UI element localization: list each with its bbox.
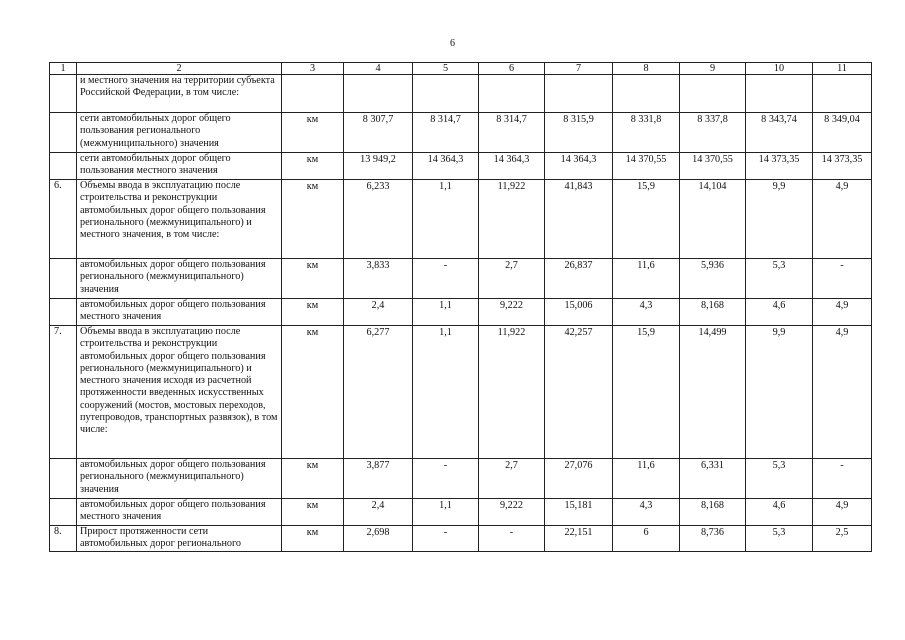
value-cell: 8 314,7 [413,113,479,153]
value-cell: - [479,526,545,552]
value-cell [680,75,746,113]
value-cell: 8 343,74 [746,113,813,153]
column-header: 3 [282,63,344,75]
row-description: автомобильных дорог общего пользования местного значения [77,499,282,526]
column-header: 9 [680,63,746,75]
value-cell: 11,922 [479,180,545,259]
row-number [50,259,77,299]
value-cell: 8 314,7 [479,113,545,153]
table-row [50,526,872,552]
value-cell: 4,3 [613,499,680,526]
value-cell: 4,6 [746,299,813,326]
header-row [50,63,872,75]
table-row [50,299,872,326]
value-cell: 1,1 [413,499,479,526]
value-cell: 1,1 [413,180,479,259]
value-cell: 5,3 [746,459,813,499]
column-header: 4 [344,63,413,75]
value-cell [413,75,479,113]
value-cell: 4,9 [813,499,872,526]
unit-cell: км [282,180,344,259]
value-cell [479,75,545,113]
value-cell: 41,843 [545,180,613,259]
table-row [50,259,872,299]
value-cell: 5,3 [746,526,813,552]
column-header: 11 [813,63,872,75]
table-row [50,75,872,113]
page-number: 6 [450,38,455,49]
column-header: 8 [613,63,680,75]
data-table [49,62,872,552]
row-description: сети автомобильных дорог общего пользования регионального (межмуниципального) значения [77,113,282,153]
value-cell: 11,6 [613,259,680,299]
value-cell: - [813,459,872,499]
value-cell: 42,257 [545,326,613,459]
table-row [50,326,872,459]
value-cell [613,75,680,113]
row-description: сети автомобильных дорог общего пользования местного значения [77,153,282,180]
value-cell: 2,4 [344,299,413,326]
table-row [50,459,872,499]
value-cell: 15,006 [545,299,613,326]
value-cell: 4,6 [746,499,813,526]
row-description: автомобильных дорог общего пользования местного значения [77,299,282,326]
value-cell: 9,222 [479,299,545,326]
value-cell: 8 315,9 [545,113,613,153]
unit-cell: км [282,153,344,180]
value-cell: 9,9 [746,180,813,259]
column-header: 7 [545,63,613,75]
value-cell: 14 364,3 [479,153,545,180]
table-body [50,63,872,552]
column-header: 5 [413,63,479,75]
value-cell [746,75,813,113]
value-cell: 14 370,55 [613,153,680,180]
value-cell: 8,168 [680,299,746,326]
value-cell: 2,7 [479,259,545,299]
value-cell: 8,736 [680,526,746,552]
value-cell: 14 370,55 [680,153,746,180]
value-cell: 4,9 [813,299,872,326]
value-cell: 2,4 [344,499,413,526]
value-cell [813,75,872,113]
value-cell [545,75,613,113]
row-description: автомобильных дорог общего пользования регионального (межмуниципального) значения [77,459,282,499]
table-row [50,153,872,180]
value-cell: - [413,459,479,499]
value-cell: 15,181 [545,499,613,526]
value-cell: 6,233 [344,180,413,259]
column-header: 6 [479,63,545,75]
value-cell: 2,698 [344,526,413,552]
value-cell: 2,7 [479,459,545,499]
value-cell: 9,222 [479,499,545,526]
row-number [50,499,77,526]
value-cell: 2,5 [813,526,872,552]
row-description: и местного значения на территории субъекта Российской Федерации, в том числе: [77,75,282,113]
unit-cell: км [282,113,344,153]
row-number [50,113,77,153]
unit-cell: км [282,299,344,326]
row-number [50,299,77,326]
value-cell: 8 331,8 [613,113,680,153]
row-number: 7. [50,326,77,459]
value-cell: 4,9 [813,326,872,459]
unit-cell [282,75,344,113]
value-cell: 14 373,35 [813,153,872,180]
value-cell: 8 307,7 [344,113,413,153]
unit-cell: км [282,526,344,552]
value-cell: 1,1 [413,299,479,326]
value-cell: 11,6 [613,459,680,499]
table-row [50,180,872,259]
value-cell: 22,151 [545,526,613,552]
value-cell: 26,837 [545,259,613,299]
row-number [50,75,77,113]
value-cell: 14,499 [680,326,746,459]
column-header: 2 [77,63,282,75]
unit-cell: км [282,259,344,299]
value-cell: 14 373,35 [746,153,813,180]
value-cell: 1,1 [413,326,479,459]
row-number [50,459,77,499]
value-cell [344,75,413,113]
value-cell: 5,936 [680,259,746,299]
table-row [50,113,872,153]
unit-cell: км [282,499,344,526]
unit-cell: км [282,326,344,459]
column-header: 10 [746,63,813,75]
value-cell: 8 337,8 [680,113,746,153]
value-cell: 3,833 [344,259,413,299]
table-row [50,499,872,526]
value-cell: 8,168 [680,499,746,526]
value-cell: 4,9 [813,180,872,259]
value-cell: 6 [613,526,680,552]
value-cell: - [413,259,479,299]
value-cell: 6,331 [680,459,746,499]
row-description: автомобильных дорог общего пользования регионального (межмуниципального) значения [77,259,282,299]
value-cell: 15,9 [613,326,680,459]
value-cell: 5,3 [746,259,813,299]
row-number: 6. [50,180,77,259]
value-cell: 15,9 [613,180,680,259]
value-cell: 14,104 [680,180,746,259]
value-cell: 13 949,2 [344,153,413,180]
value-cell: 14 364,3 [545,153,613,180]
row-number [50,153,77,180]
row-number: 8. [50,526,77,552]
value-cell: 8 349,04 [813,113,872,153]
column-header: 1 [50,63,77,75]
row-description: Объемы ввода в эксплуатацию после строительства и реконструкции автомобильных дорог общего пользования регионального (межмуниципального) и местного значения, в том числе: [77,180,282,259]
value-cell: 6,277 [344,326,413,459]
row-description: Объемы ввода в эксплуатацию после строительства и реконструкции автомобильных дорог общего пользования регионального (межмуниципального) и местного значения исходя из расчетной протяженности введенных искусственных сооружений (мостов, мостовых переходов, путепроводов, транспортных развязок), в том числе: [77,326,282,459]
value-cell: 11,922 [479,326,545,459]
unit-cell: км [282,459,344,499]
value-cell: 4,3 [613,299,680,326]
value-cell: 27,076 [545,459,613,499]
value-cell: 14 364,3 [413,153,479,180]
value-cell: - [413,526,479,552]
value-cell: - [813,259,872,299]
value-cell: 9,9 [746,326,813,459]
row-description: Прирост протяженности сети автомобильных дорог регионального [77,526,282,552]
value-cell: 3,877 [344,459,413,499]
